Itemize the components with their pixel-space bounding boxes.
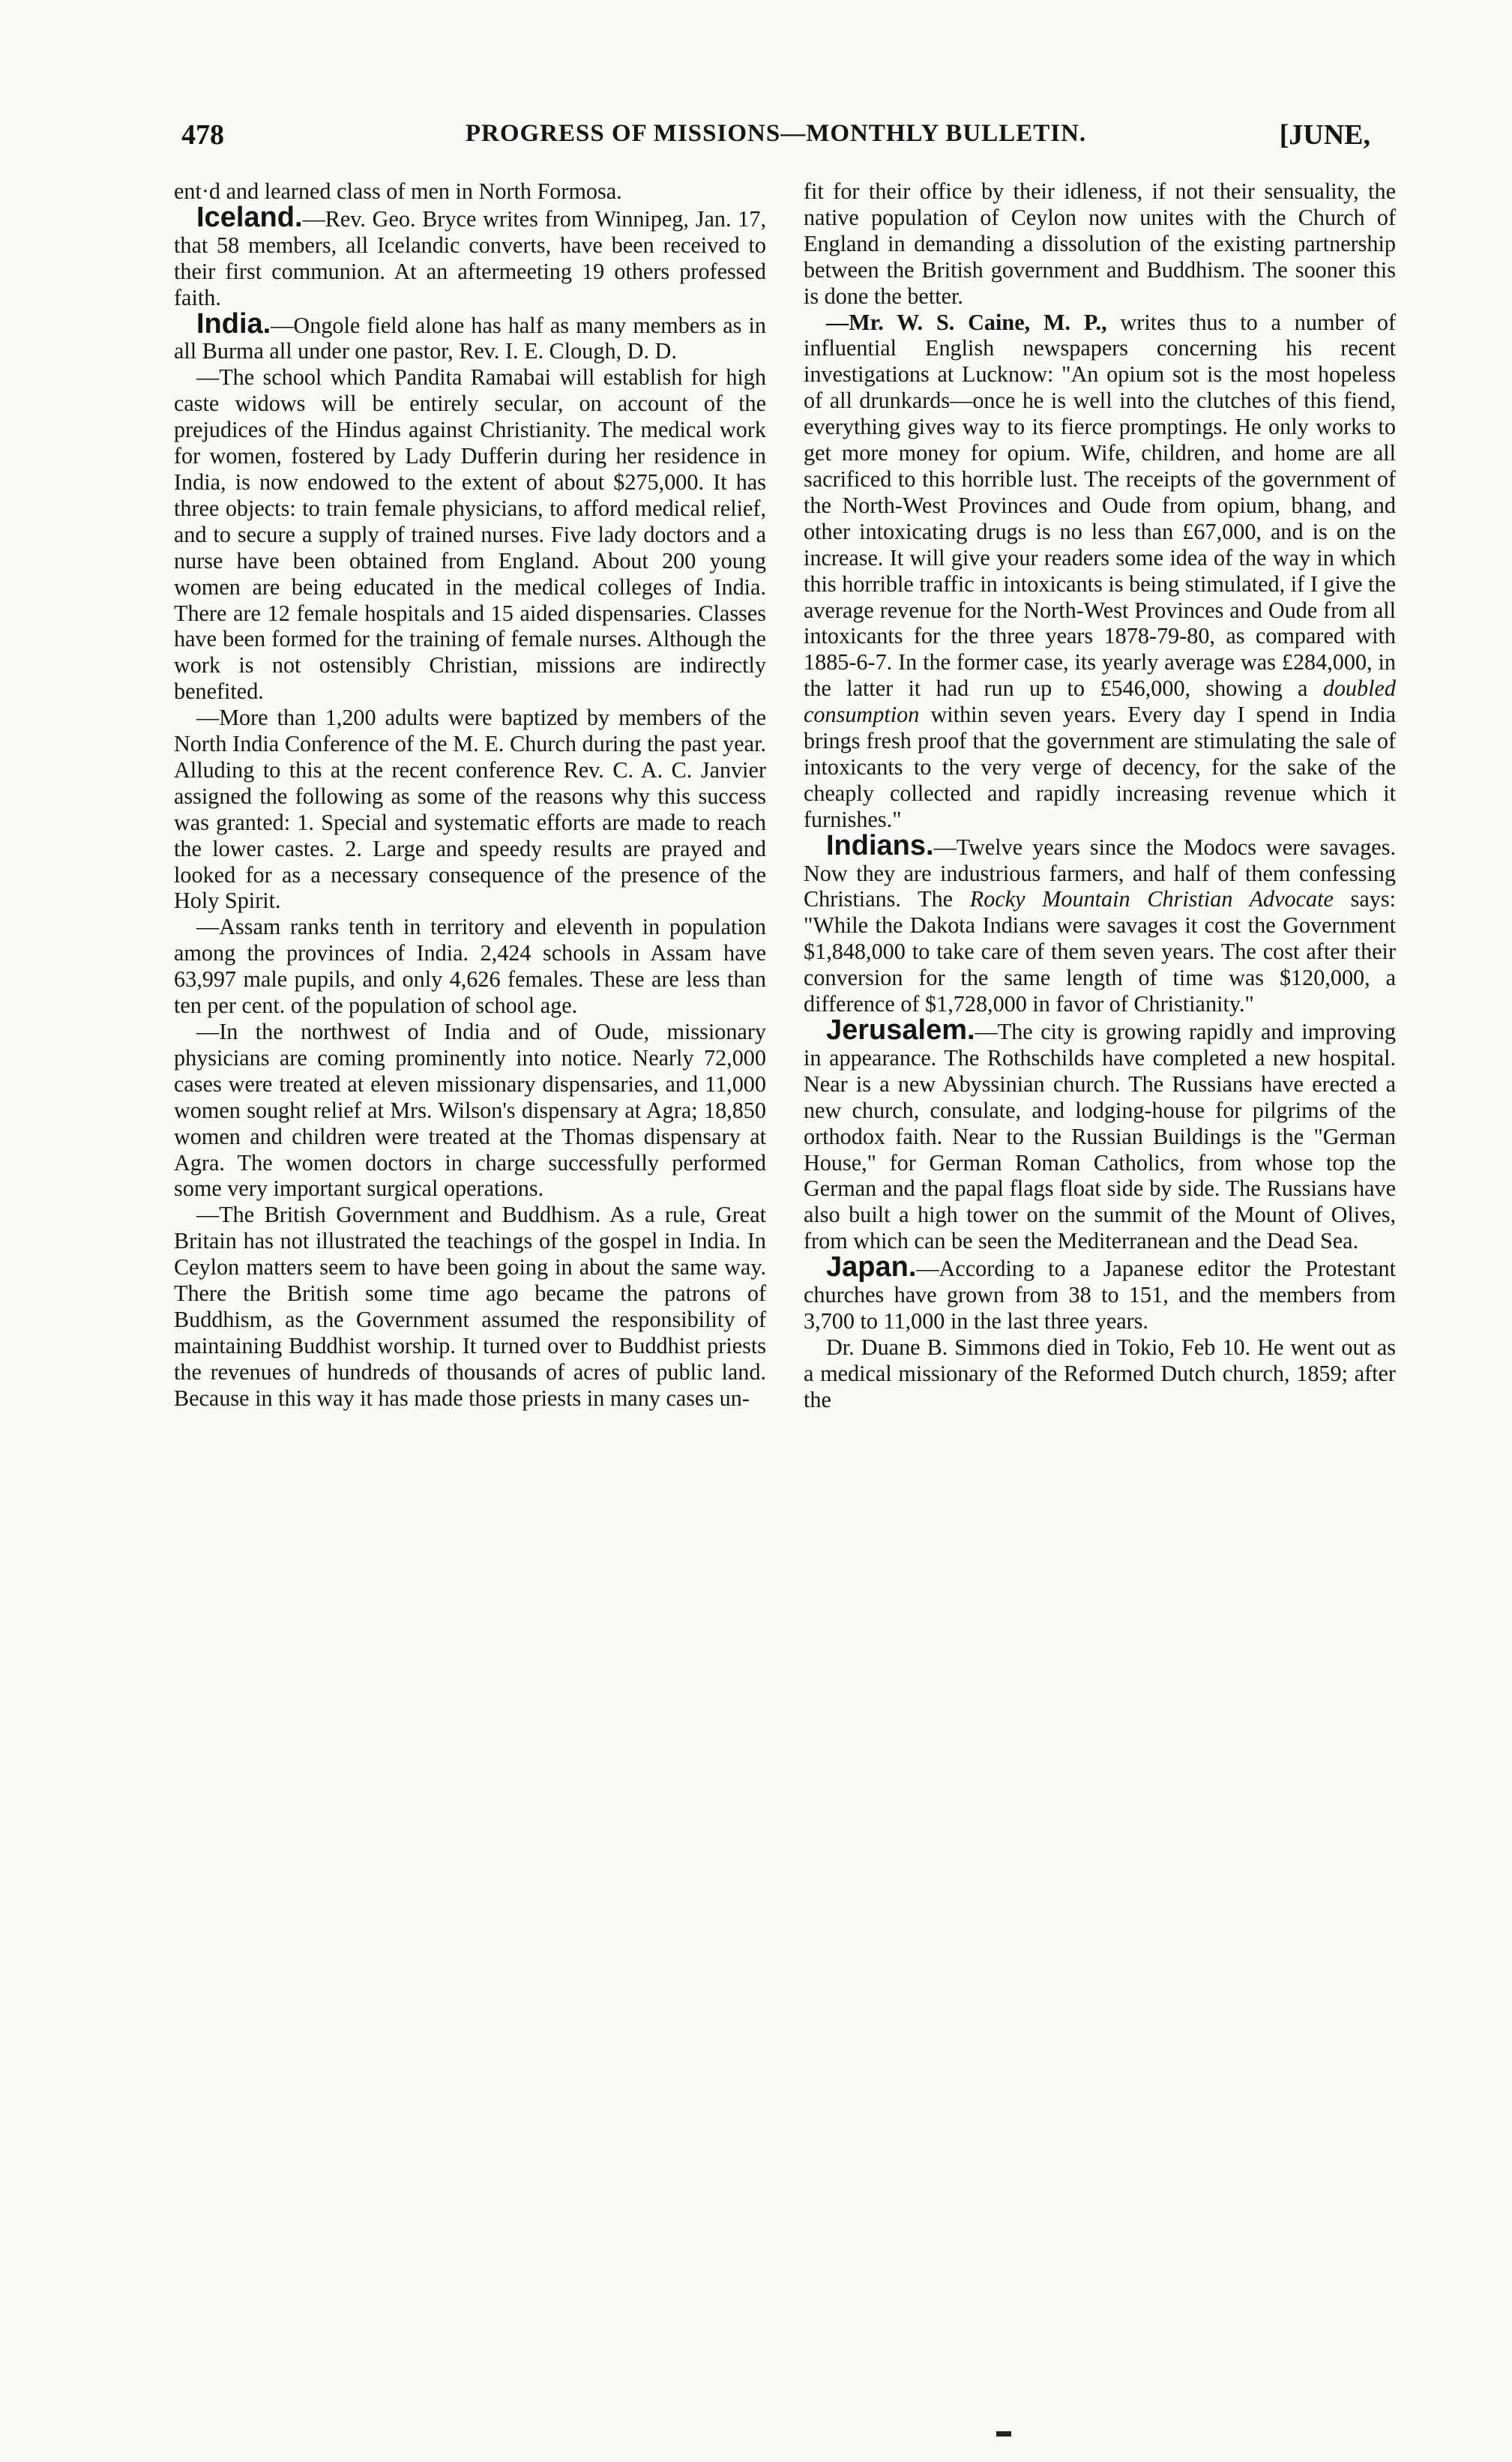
simmons-paragraph: Dr. Duane B. Simmons died in Tokio, Feb 10. He went out as a medical missionary of the Reformed Dutch church, 1859; after the	[804, 1334, 1396, 1412]
page-number: 478	[181, 119, 224, 151]
jerusalem-paragraph	[804, 1014, 1396, 1254]
caine-lead: —Mr. W. S. Caine, M. P.,	[826, 309, 1107, 335]
iceland-text: —Rev. Geo. Bryce writes from Winnipeg, Jan. 17, that 58 members, all Icelandic converts, have been received to their first communion. At an aftermeeting 19 others professed faith.	[174, 205, 766, 310]
caine-paragraph	[804, 310, 1396, 833]
iceland-heading: Iceland.	[196, 201, 303, 233]
caine-text-b: within seven years. Every day I spend in India brings fresh proof that the government are stimulating the sale of intoxicants to the very verge of decency, for the sake of the cheaply collected and rapidly increasing revenue which it furnishes."	[804, 702, 1396, 832]
indians-text-b: says: "While the Dakota Indians were savages it cost the Government $1,848,000 to take care of them seven years. The cost after their conversion for the same length of time was $120,000, a difference of $1,728,000 in favor of Christianity."	[804, 886, 1396, 1017]
india-paragraph	[174, 307, 766, 365]
running-title: PROGRESS OF MISSIONS—MONTHLY BULLETIN.	[465, 120, 1087, 147]
india-heading: India.	[196, 307, 271, 340]
indians-text-a: —Twelve years since the Modocs were savages. Now they are industrious farmers, and half of them confessing Christians. The	[804, 834, 1396, 912]
page-end-mark	[996, 2431, 1011, 2437]
caine-text-a: writes thus to a number of influential English newspapers concerning his recent investigations at Lucknow: "An opium sot is the most hopeless of all drunkards—once he is well into the clutches of this fiend, everything gives way to its fierce promptings. He only works to get more money for opium. Wife, children, and home are all sacrificed to this horrible lust. The receipts of the government of the North-West Provinces and Oude from opium, bhang, and other intoxicating drugs is no less than £67,000, and is on the increase. It will give your readers some idea of the way in which this horrible traffic in intoxicants is being stimulated, if I give the average revenue for the North-West Provinces and Oude from all intoxicants for the three years 1878-79-80, as compared with 1885-6-7. In the former case, its yearly average was £284,000, in the latter it had run up to £546,000, showing a	[804, 309, 1396, 702]
japan-heading: Japan.	[826, 1251, 917, 1283]
assam-paragraph: —Assam ranks tenth in territory and eleventh in population among the provinces of India. 2,424 schools in Assam have 63,997 male pupils, and only 4,626 females. These are less than ten per cent. of the population of school age.	[174, 914, 766, 1019]
japan-paragraph	[804, 1251, 1396, 1334]
running-month: [JUNE,	[1279, 119, 1370, 151]
japan-text: —According to a Japanese editor the Protestant churches have grown from 38 to 151, and the members from 3,700 to 11,000 in the last three years.	[804, 1256, 1396, 1334]
ceylon-continuation: fit for their office by their idleness, if not their sensuality, the native population of Ceylon now unites with the Church of England in demanding a dissolution of the existing partnership between the British government and Buddhism. The sooner this is done the better.	[804, 178, 1396, 309]
iceland-paragraph	[174, 201, 766, 311]
caine-italic: doubled consumption	[804, 675, 1396, 728]
indians-italic: Rocky Mountain Christian Advocate	[969, 886, 1334, 912]
indians-heading: Indians.	[826, 829, 934, 861]
running-header	[181, 118, 1370, 166]
school-paragraph: —The school which Pandita Ramabai will establish for high caste widows will be entirely secular, on account of the prejudices of the Hindus against Christianity. The medical work for women, fostered by Lady Dufferin during her residence in India, is now endowed to the extent of about $275,000. It has three objects: to train female physicians, to afford medical relief, and to secure a supply of trained nurses. Five lady doctors and a nurse have been obtained from England. About 200 young women are being educated in the medical colleges of India. There are 12 female hospitals and 15 aided dispensaries. Classes have been formed for the training of female nurses. Although the work is not ostensibly Christian, missions are indirectly benefited.	[174, 364, 766, 705]
jerusalem-text: —The city is growing rapidly and improving in appearance. The Rothschilds have completed a new hospital. Near is a new Abyssinian church. The Russians have erected a new church, consulate, and lodging-house for pilgrims of the orthodox faith. Near to the Russian Buildings is the "German House," for German Roman Catholics, from whose top the German and the papal flags float side by side. The Russians have also built a high tower on the summit of the Mount of Olives, from which can be seen the Mediterranean and the Dead Sea.	[804, 1019, 1396, 1254]
indians-paragraph	[804, 829, 1396, 1017]
india-text: —Ongole field alone has half as many members as in all Burma all under one pastor, Rev. I. E. Clough, D. D.	[174, 312, 766, 364]
left-column	[174, 178, 766, 1412]
british-buddhism-paragraph: —The British Government and Buddhism. As a rule, Great Britain has not illustrated the teachings of the gospel in India. In Ceylon matters seem to have been going in about the same way. There the British some time ago became the patrons of Buddhism, as the Government assumed the responsibility of maintaining Buddhist worship. It turned over to Buddhist priests the revenues of hundreds of thousands of acres of public land. Because in this way it has made those priests in many cases un-	[174, 1202, 766, 1411]
jerusalem-heading: Jerusalem.	[826, 1014, 975, 1046]
baptized-paragraph: —More than 1,200 adults were baptized by members of the North India Conference of the M. E. Church during the past year. Alluding to this at the recent conference Rev. C. A. C. Janvier assigned the following as some of the reasons why this success was granted: 1. Special and systematic efforts are made to reach the lower castes. 2. Large and speedy results are prayed and looked for as a necessary consequence of the presence of the Holy Spirit.	[174, 705, 766, 914]
formosa-continuation: ent·d and learned class of men in North Formosa.	[174, 178, 622, 204]
oude-paragraph: —In the northwest of India and of Oude, missionary physicians are coming prominently into notice. Nearly 72,000 cases were treated at eleven missionary dispensaries, and 11,000 women sought relief at Mrs. Wilson's dispensary at Agra; 18,850 women and children were treated at the Thomas dispensary at Agra. The women doctors in charge successfully performed some very important surgical operations.	[174, 1019, 766, 1202]
right-column	[804, 178, 1396, 1413]
